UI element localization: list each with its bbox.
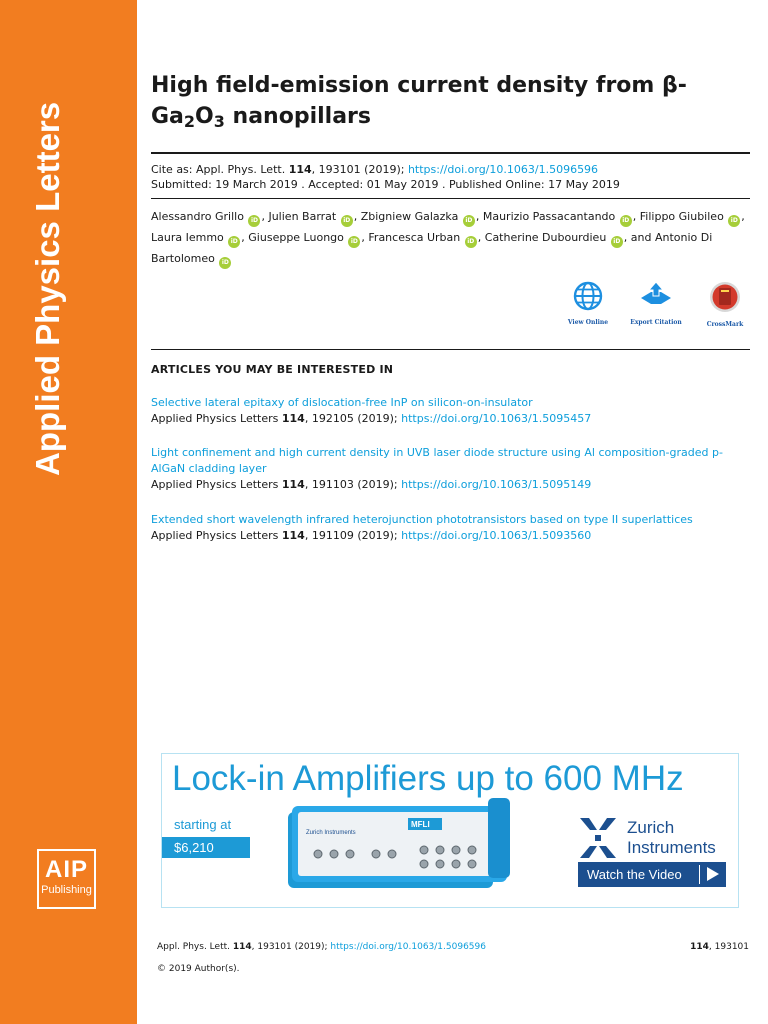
- related-article-title-link[interactable]: Selective lateral epitaxy of dislocation-free InP on silicon-on-insulator: [151, 396, 533, 409]
- author-name[interactable]: Giuseppe Luongo: [248, 231, 344, 244]
- cite-volume: 114: [288, 163, 312, 176]
- article-journal: Applied Physics Letters: [151, 478, 282, 491]
- ad-starting-at: starting at: [174, 817, 232, 832]
- cite-doi-link[interactable]: https://doi.org/10.1063/1.5096596: [407, 163, 599, 176]
- orcid-icon[interactable]: iD: [348, 236, 360, 248]
- cite-prefix: Cite as: Appl. Phys. Lett.: [151, 163, 289, 176]
- author-name[interactable]: and Antonio Di Bartolomeo: [151, 231, 713, 265]
- related-article-doi-link[interactable]: https://doi.org/10.1063/1.5093560: [401, 529, 592, 542]
- related-article: [151, 512, 750, 544]
- author-separator: ,: [741, 210, 745, 223]
- export-icon: [639, 281, 673, 311]
- related-article-title-link[interactable]: Extended short wavelength infrared heterojunction phototransistors based on type II superlattices: [151, 513, 693, 526]
- article-volume: 114: [281, 478, 305, 491]
- title-divider: [151, 152, 750, 154]
- cite-as-line: [151, 162, 598, 177]
- orcid-icon[interactable]: iD: [219, 257, 231, 269]
- related-article: [151, 445, 750, 493]
- related-article-doi-link[interactable]: https://doi.org/10.1063/1.5095457: [401, 412, 592, 425]
- orcid-icon[interactable]: iD: [248, 215, 260, 227]
- orcid-icon[interactable]: iD: [728, 215, 740, 227]
- footer-page-number: [690, 941, 749, 953]
- view-online-button[interactable]: [556, 281, 620, 326]
- articles-divider: [151, 349, 750, 350]
- advertisement-banner[interactable]: [161, 753, 739, 908]
- author-separator: ,: [353, 210, 361, 223]
- article-ref: , 192105 (2019);: [304, 412, 402, 425]
- publication-dates: Submitted: 19 March 2019 . Accepted: 01 May 2019 . Published Online: 17 May 2019: [151, 178, 620, 191]
- brand-name-line-1: Zurich: [627, 818, 675, 837]
- author-separator: ,: [475, 210, 483, 223]
- author-separator: ,: [361, 231, 369, 244]
- aip-publishing-logo[interactable]: [37, 849, 96, 909]
- author-name[interactable]: Laura Iemmo: [151, 231, 224, 244]
- orcid-icon[interactable]: iD: [228, 236, 240, 248]
- export-citation-button[interactable]: [624, 281, 688, 326]
- crossmark-icon: [708, 281, 742, 313]
- article-volume: 114: [281, 529, 305, 542]
- export-citation-label: Export Citation: [630, 319, 682, 326]
- author-name[interactable]: Catherine Dubourdieu: [484, 231, 607, 244]
- logo-publishing-text: Publishing: [41, 884, 92, 896]
- orcid-icon[interactable]: iD: [341, 215, 353, 227]
- lock-in-amplifier-image: [288, 798, 518, 894]
- play-icon: [707, 867, 719, 881]
- device-brand-text: Zurich Instruments: [306, 830, 356, 836]
- author-name[interactable]: Maurizio Passacantando: [482, 210, 616, 223]
- globe-icon: [573, 281, 603, 311]
- view-online-label: View Online: [567, 319, 609, 326]
- watch-video-button[interactable]: [578, 862, 726, 887]
- related-article-reference: [151, 528, 750, 544]
- author-name[interactable]: Zbigniew Galazka: [360, 210, 459, 223]
- footer-cite-suffix: , 193101 (2019);: [251, 942, 331, 952]
- title-subscript-2: 3: [213, 112, 225, 131]
- orcid-icon[interactable]: iD: [465, 236, 477, 248]
- orcid-icon[interactable]: iD: [463, 215, 475, 227]
- button-separator: [699, 865, 700, 884]
- related-article: [151, 395, 750, 427]
- author-separator: ,: [241, 231, 249, 244]
- author-separator: ,: [477, 231, 485, 244]
- title-text-3: nanopillars: [224, 104, 371, 129]
- crossmark-button[interactable]: [693, 281, 757, 328]
- author-name[interactable]: Julien Barrat: [268, 210, 337, 223]
- ad-price-tag: $6,210: [162, 837, 250, 858]
- journal-name: Applied Physics Letters: [29, 101, 66, 476]
- brand-name-line-2: Instruments: [627, 838, 716, 857]
- author-name[interactable]: Francesca Urban: [368, 231, 461, 244]
- author-name[interactable]: Filippo Giubileo: [639, 210, 724, 223]
- related-article-title-link[interactable]: Light confinement and high current density in UVB laser diode structure using Al composition-graded p-AlGaN cladding layer: [151, 446, 723, 475]
- author-name[interactable]: Alessandro Grillo: [151, 210, 244, 223]
- related-articles-heading: ARTICLES YOU MAY BE INTERESTED IN: [151, 363, 394, 376]
- related-article-doi-link[interactable]: https://doi.org/10.1063/1.5095149: [401, 478, 592, 491]
- title-subscript-1: 2: [183, 112, 196, 131]
- citation-divider: [151, 198, 750, 199]
- article-journal: Applied Physics Letters: [151, 529, 282, 542]
- logo-aip-text: AIP: [44, 856, 88, 883]
- article-ref: , 191103 (2019);: [304, 478, 402, 491]
- article-ref: , 191109 (2019);: [304, 529, 402, 542]
- title-text-1: High field-emission current density from β-Ga: [151, 73, 687, 129]
- related-article-reference: [151, 411, 750, 427]
- title-text-2: O: [195, 104, 214, 129]
- device-model-text: MFLI: [411, 820, 430, 829]
- article-journal: Applied Physics Letters: [151, 412, 282, 425]
- footer-citation: [157, 941, 486, 953]
- author-separator: ,: [261, 210, 269, 223]
- related-article-reference: [151, 477, 750, 493]
- author-list: [151, 206, 750, 269]
- author-separator: ,: [623, 231, 631, 244]
- footer-doi-link[interactable]: https://doi.org/10.1063/1.5096596: [330, 942, 486, 952]
- crossmark-label: CrossMark: [706, 321, 744, 328]
- author-separator: ,: [632, 210, 640, 223]
- footer-volume: 114: [232, 942, 252, 952]
- article-title: [151, 70, 741, 132]
- footer-cite-prefix: Appl. Phys. Lett.: [157, 942, 233, 952]
- orcid-icon[interactable]: iD: [620, 215, 632, 227]
- ad-headline: Lock-in Amplifiers up to 600 MHz: [172, 759, 684, 798]
- article-volume: 114: [281, 412, 305, 425]
- footer-copyright: © 2019 Author(s).: [157, 964, 240, 974]
- journal-sidebar: [0, 0, 137, 1024]
- footer-page-volume: 114: [690, 942, 709, 952]
- orcid-icon[interactable]: iD: [611, 236, 623, 248]
- footer-page-suffix: , 193101: [708, 942, 749, 952]
- watch-video-label: Watch the Video: [587, 867, 682, 882]
- cite-suffix: , 193101 (2019);: [311, 163, 408, 176]
